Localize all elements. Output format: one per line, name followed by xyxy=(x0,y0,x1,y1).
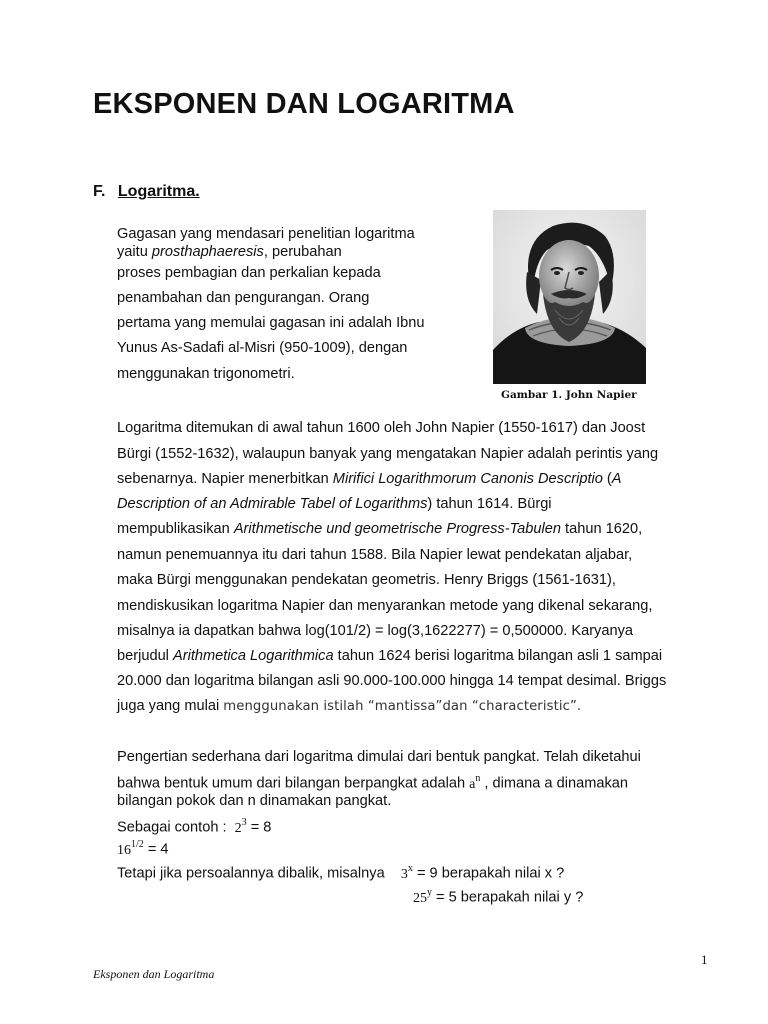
intro-line-4: penambahan dan pengurangan. Orang xyxy=(117,290,370,306)
intro-line-6: Yunus As-Sadafi al-Misri (950-1009), dengan xyxy=(117,340,408,356)
example-power-1: $2^3$ xyxy=(234,817,247,836)
page-title: EKSPONEN DAN LOGARITMA xyxy=(93,88,515,120)
section-label: Logaritma. xyxy=(117,183,200,200)
intro-line-2: yaitu prosthaphaeresis, perubahan xyxy=(117,244,342,260)
page-footer: Eksponen dan Logaritma xyxy=(93,967,215,981)
example-power-2: $16^{1/2}$ xyxy=(117,839,144,858)
history-line-1: Logaritma ditemukan di awal tahun 1600 oleh John Napier (1550-1617) dan Joost xyxy=(117,420,646,436)
title-arithmetische: Arithmetische und geometrische Progress-Tabulen xyxy=(233,521,561,537)
question-power-2: 25$^y$ xyxy=(413,887,432,906)
title-mirifici: Mirifici Logarithmorum Canonis Descriptio xyxy=(332,471,603,487)
portrait-image xyxy=(493,210,646,384)
question-line-2: $25^y = 5$ berapakah nilai y ? xyxy=(413,887,584,906)
figure-caption: Gambar 1. John Napier xyxy=(501,389,637,401)
history-line-10: berjudul Arithmetica Logarithmica tahun 1624 berisi logaritma bilangan asli 1 sampai xyxy=(117,648,663,664)
history-line-11: 20.000 dan logaritma bilangan asli 90.000-100.000 hingga 14 tempat desimal. Briggs xyxy=(117,673,667,689)
intro-line-7: menggunakan trigonometri. xyxy=(117,366,295,382)
intro-line-3: proses pembagian dan perkalian kepada xyxy=(117,265,381,281)
page-number: 1 xyxy=(701,952,708,967)
definition-line-1: Pengertian sederhana dari logaritma dimulai dari bentuk pangkat. Telah diketahui xyxy=(117,749,641,765)
portrait-john-napier xyxy=(493,210,646,384)
history-line-12: juga yang mulai menggunakan istilah “mantissa”dan “characteristic”. xyxy=(117,698,582,714)
history-line-2: Bürgi (1552-1632), walaupun banyak yang mengatakan Napier adalah perintis yang xyxy=(117,446,659,462)
definition-line-2: bahwa bentuk umum dari bilangan berpangkat adalah $a^n$ , dimana a dinamakan xyxy=(117,773,628,792)
intro-line-5: pertama yang memulai gagasan ini adalah Ibnu xyxy=(117,315,425,331)
term-prosthaphaeresis: prosthaphaeresis xyxy=(151,244,264,260)
history-line-4: Description of an Admirable Tabel of Logarithms) tahun 1614. Bürgi xyxy=(117,496,552,512)
section-heading xyxy=(93,183,200,201)
question-line-1: Tetapi jika persoalannya dibalik, misalnya $3^x = 9$ berapakah nilai x ? xyxy=(117,863,565,882)
example-line-1: Sebagai contoh : $2^3 = 8$ xyxy=(117,817,272,836)
intro-line-1: Gagasan yang mendasari penelitian logaritma xyxy=(117,226,415,242)
history-line-9: misalnya ia dapatkan bahwa log(101/2) = log(3,1622277) = 0,500000. Karyanya xyxy=(117,623,634,639)
definition-line-3: bilangan pokok dan n dinamakan pangkat. xyxy=(117,793,392,809)
question-power-1: 3$^x$ xyxy=(400,863,413,882)
section-number: F. xyxy=(93,183,106,200)
history-line-3: sebenarnya. Napier menerbitkan Mirifici Logarithmorum Canonis Descriptio (A xyxy=(117,471,622,487)
example-line-2: $16^{1/2} = 4$ xyxy=(117,839,169,858)
history-line-7: maka Bürgi menggunakan pendekatan geometris. Henry Briggs (1561-1631), xyxy=(117,572,616,588)
title-description: Description of an Admirable Tabel of Logarithms xyxy=(117,496,428,512)
history-line-6: namun penemuannya itu dari tahun 1588. Bila Napier lewat pendekatan aljabar, xyxy=(117,547,633,563)
power-notation: $a^n$ xyxy=(469,773,481,792)
title-arithmetica: Arithmetica Logarithmica xyxy=(172,648,334,664)
history-line-8: mendiskusikan logaritma Napier dan menyarankan metode yang dikenal sekarang, xyxy=(117,598,653,614)
history-line-5: mempublikasikan Arithmetische und geometrische Progress-Tabulen tahun 1620, xyxy=(117,521,643,537)
